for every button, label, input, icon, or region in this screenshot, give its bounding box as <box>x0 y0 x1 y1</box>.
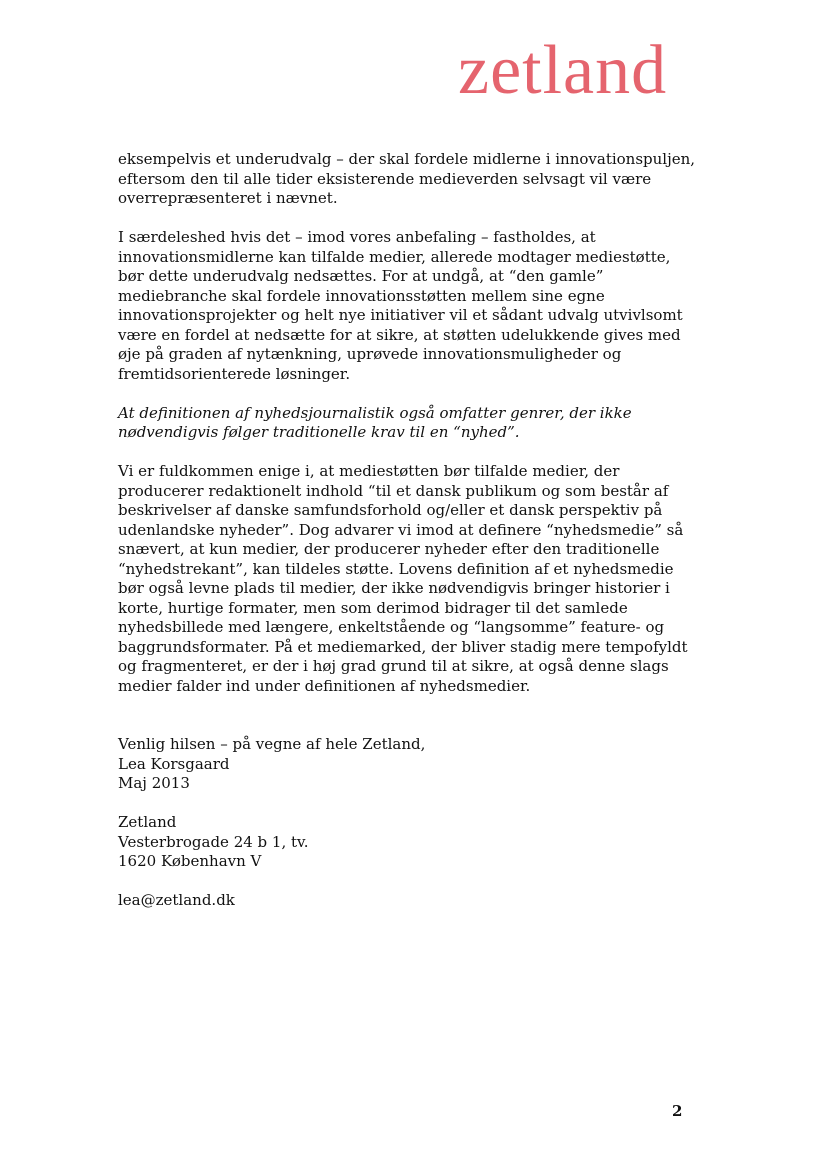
paragraph-3: Vi er fuldkommen enige i, at mediestøtten bør tilfalde medier, der producerer redaktionelt indhold “til et dansk publikum og som består af beskrivelser af danske samfundsforhold og/eller et dansk perspektiv på udenlandske nyheder”. Dog advarer vi imod at definere “nyhedsmedie” så snævert, at kun medier, der producerer nyheder efter den traditionelle “nyhedstrekant”, kan tildeles støtte. Lovens definition af et nyhedsmedie bør også levne plads til medier, der ikke nødvendigvis bringer historier i korte, hurtige formater, men som derimod bidrager til det samlede nyhedsbillede med længere, enkeltstående og “langsomme” feature- og baggrundsformater. På et mediemarked, der bliver stadig mere tempofyldt og fragmenteret, er der i høj grad grund til at sikre, at også denne slags medier falder ind under definitionen af nyhedsmedier. <box>118 462 688 695</box>
address-city: 1620 København V <box>118 852 262 870</box>
signer-name: Lea Korsgaard <box>118 754 230 773</box>
email-address: lea@zetland.dk <box>118 891 235 909</box>
paragraph-1: eksempelvis et underudvalg – der skal fordele midlerne i innovationspuljen, eftersom den til alle tider eksisterende medieverden selvsagt vil være overrepræsenteret i nævnet. <box>118 150 696 207</box>
address-block <box>118 813 698 872</box>
letter-body <box>118 150 698 930</box>
italic-heading: At definitionen af nyhedsjournalistik også omfatter genrer, der ikke nødvendigvis følger traditionelle krav til en “nyhed”. <box>118 403 632 441</box>
zetland-logo: zetland <box>458 32 668 109</box>
signature-block <box>118 735 698 794</box>
greeting: Venlig hilsen – på vegne af hele Zetland, <box>118 735 426 753</box>
paragraph-2: I særdeleshed hvis det – imod vores anbefaling – fastholdes, at innovationsmidlerne kan tilfalde medier, allerede modtager mediestøtte, bør dette underudvalg nedsættes. For at undgå, at “den gamle” mediebranche skal fordele innovationsstøtten mellem sine egne innovationsprojekter og helt nye initiativer vil et sådant udvalg utvivlsomt være en fordel at nedsætte for at sikre, at støtten udelukkende gives med øje på graden af nytænkning, uprøvede innovationsmuligheder og fremtidsorienterede løsninger. <box>118 228 683 383</box>
address-company: Zetland <box>118 813 177 831</box>
page-number: 2 <box>672 1102 683 1120</box>
address-street: Vesterbrogade 24 b 1, tv. <box>118 832 309 851</box>
letter-date: Maj 2013 <box>118 774 190 792</box>
